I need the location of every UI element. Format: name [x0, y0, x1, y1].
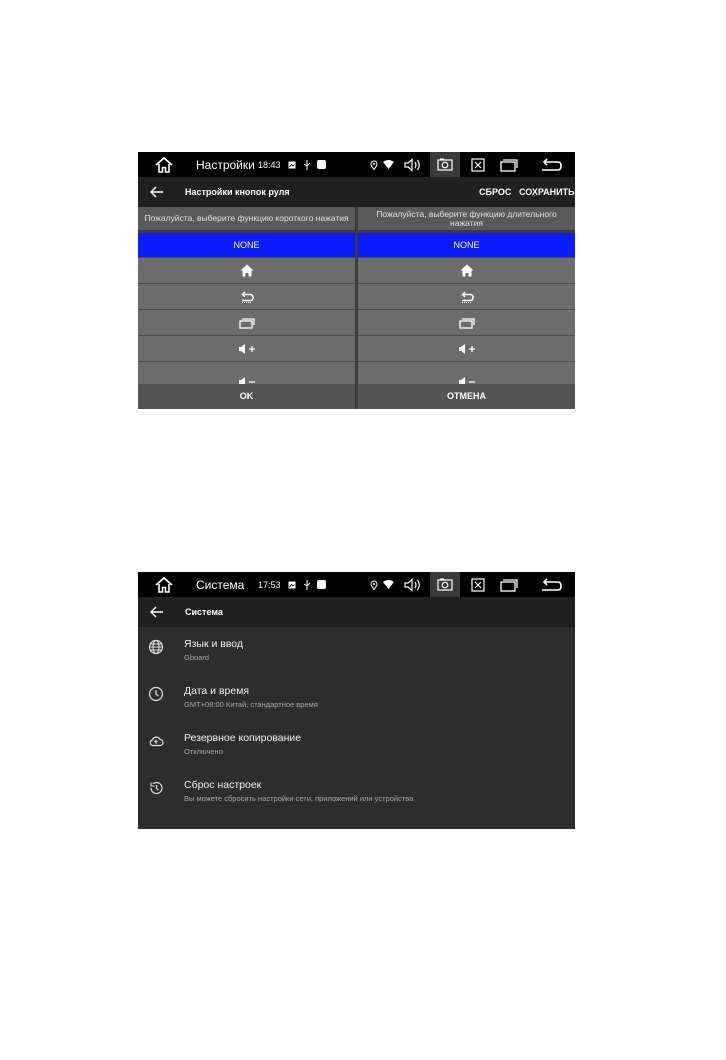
settings-item-date-time[interactable]: [138, 674, 575, 721]
app-bar: [138, 177, 575, 207]
short-press-option-volume-up[interactable]: [138, 335, 355, 361]
globe-icon: [148, 639, 164, 655]
item-subtitle: GMT+08:00 Китай, стандартное время: [184, 700, 318, 709]
close-app-icon[interactable]: [468, 152, 488, 177]
back-arrow-icon[interactable]: [147, 602, 167, 622]
item-subtitle: Gboard: [184, 653, 210, 662]
reset-history-icon: [148, 780, 164, 796]
back-icon[interactable]: [538, 152, 564, 177]
item-title: Резервное копирование: [184, 732, 302, 744]
home-icon: [240, 264, 254, 277]
recent-apps-icon[interactable]: [498, 152, 520, 177]
short-press-column: [138, 207, 355, 387]
volume-up-icon: [458, 343, 476, 355]
short-press-header: Пожалуйста, выберите функцию короткого нажатия: [138, 207, 355, 230]
back-arrow-icon: [460, 291, 474, 303]
short-press-option-recent[interactable]: [138, 309, 355, 335]
volume-up-icon: [238, 343, 256, 355]
recent-apps-icon: [459, 317, 475, 329]
location-icon: [369, 572, 379, 597]
notification-dot-icon: [316, 572, 326, 597]
volume-icon[interactable]: [402, 572, 424, 597]
screenshot-icon[interactable]: [430, 572, 460, 597]
back-arrow-icon: [240, 291, 254, 303]
item-subtitle: Вы можете сбросить настройки сети, приложений или устройства: [184, 794, 414, 803]
long-press-option-back[interactable]: [358, 283, 575, 309]
steering-wheel-settings-screen: [138, 152, 575, 409]
image-notification-icon: [287, 152, 297, 177]
close-app-icon[interactable]: [468, 572, 488, 597]
page-title: Система: [185, 607, 223, 617]
settings-item-reset[interactable]: [138, 768, 575, 815]
status-title: Настройки: [196, 157, 255, 172]
item-title: Дата и время: [184, 685, 250, 697]
short-press-option-back[interactable]: [138, 283, 355, 309]
settings-item-backup[interactable]: [138, 721, 575, 768]
short-press-option-none[interactable]: NONE: [138, 233, 355, 257]
settings-item-language[interactable]: [138, 627, 575, 674]
recent-apps-icon: [239, 317, 255, 329]
back-arrow-icon[interactable]: [147, 182, 167, 202]
reset-button[interactable]: СБРОС: [479, 187, 512, 197]
status-bar: [138, 152, 575, 177]
clock-icon: [148, 686, 164, 702]
cloud-upload-icon: [148, 733, 164, 749]
status-bar: [138, 572, 575, 597]
usb-icon: [302, 152, 312, 177]
cancel-button[interactable]: ОТМЕНА: [358, 384, 575, 409]
status-title: Система: [196, 577, 245, 592]
long-press-option-volume-up[interactable]: [358, 335, 575, 361]
short-press-option-home[interactable]: [138, 257, 355, 283]
screenshot-icon[interactable]: [430, 152, 460, 177]
volume-icon[interactable]: [402, 152, 424, 177]
usb-icon: [302, 572, 312, 597]
item-subtitle: Отключено: [184, 747, 223, 756]
wifi-icon: [382, 152, 394, 177]
item-title: Сброс настроек: [184, 779, 262, 791]
status-time: 17:53: [258, 579, 281, 590]
ok-button[interactable]: OK: [138, 384, 355, 409]
system-settings-screen: [138, 572, 575, 829]
recent-apps-icon[interactable]: [498, 572, 520, 597]
long-press-column: [358, 207, 575, 387]
home-icon[interactable]: [152, 572, 176, 597]
long-press-header: Пожалуйста, выберите функцию длительного нажатия: [358, 207, 575, 230]
app-bar: [138, 597, 575, 627]
wifi-icon: [382, 572, 394, 597]
long-press-option-recent[interactable]: [358, 309, 575, 335]
save-button[interactable]: СОХРАНИТЬ: [519, 187, 575, 197]
status-time: 18:43: [258, 159, 281, 170]
home-icon: [460, 264, 474, 277]
home-icon[interactable]: [152, 152, 176, 177]
image-notification-icon: [287, 572, 297, 597]
notification-dot-icon: [316, 152, 326, 177]
back-icon[interactable]: [538, 572, 564, 597]
location-icon: [369, 152, 379, 177]
long-press-option-none[interactable]: NONE: [358, 233, 575, 257]
long-press-option-home[interactable]: [358, 257, 575, 283]
item-title: Язык и ввод: [184, 638, 244, 650]
page-title: Настройки кнопок руля: [185, 187, 290, 197]
dialog-buttons: [138, 384, 575, 409]
